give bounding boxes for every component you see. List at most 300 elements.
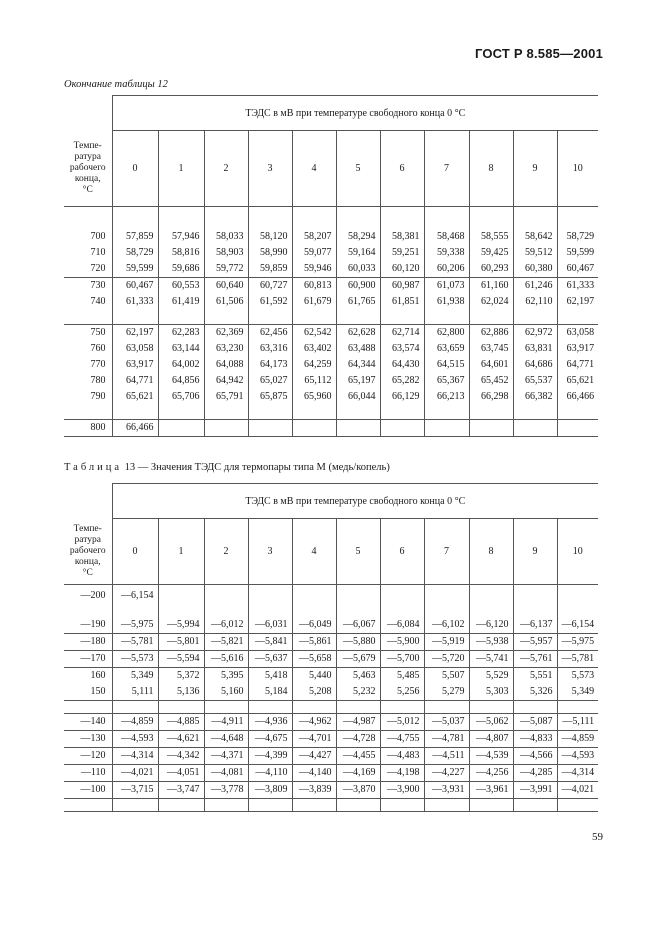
value-cell: —3,809	[248, 782, 292, 799]
value-cell: 64,430	[380, 357, 424, 373]
value-cell: —5,594	[158, 651, 204, 668]
value-cell: 62,369	[204, 325, 248, 342]
value-cell	[469, 585, 513, 608]
value-cell: 63,144	[158, 341, 204, 357]
table-row	[64, 634, 598, 651]
spacer-cell	[112, 207, 158, 230]
value-cell: 58,381	[380, 229, 424, 245]
value-cell: —4,911	[204, 714, 248, 731]
value-cell: 60,727	[248, 278, 292, 295]
value-cell: 5,279	[424, 684, 469, 701]
value-cell: —3,715	[112, 782, 158, 799]
table13-row-header: Темпе- ратура рабочего конца, °С	[64, 519, 112, 585]
value-cell: —4,140	[292, 765, 336, 782]
table-row	[64, 325, 598, 342]
spacer-cell	[158, 607, 204, 617]
value-cell: 64,771	[557, 357, 598, 373]
spacer-cell	[64, 405, 112, 420]
value-cell: 59,859	[248, 261, 292, 278]
temperature-cell: 730	[64, 278, 112, 295]
spacer-cell	[557, 701, 598, 714]
value-cell	[158, 420, 204, 437]
value-cell: 58,555	[469, 229, 513, 245]
temperature-cell: —140	[64, 714, 112, 731]
spacer-cell	[204, 607, 248, 617]
value-cell: —3,961	[469, 782, 513, 799]
value-cell: 63,058	[112, 341, 158, 357]
value-cell: 65,706	[158, 389, 204, 405]
spacer-cell	[112, 607, 158, 617]
value-cell: 58,729	[557, 229, 598, 245]
value-cell: 60,813	[292, 278, 336, 295]
value-cell: 59,425	[469, 245, 513, 261]
value-cell: 5,551	[513, 668, 557, 685]
value-cell: 63,316	[248, 341, 292, 357]
temperature-cell: 150	[90, 686, 106, 697]
value-cell: 65,452	[469, 373, 513, 389]
value-cell: —3,870	[336, 782, 380, 799]
value-cell: —5,679	[336, 651, 380, 668]
table12-col-6: 6	[380, 131, 424, 207]
table-row	[64, 617, 598, 634]
value-cell: 65,367	[424, 373, 469, 389]
table-row	[64, 373, 598, 389]
temperature-cell: 750	[64, 325, 112, 342]
value-cell	[204, 420, 248, 437]
value-cell: —4,781	[424, 731, 469, 748]
value-cell: 5,395	[204, 668, 248, 685]
spacer-cell	[424, 207, 469, 230]
value-cell: —4,314	[112, 748, 158, 765]
spacer-cell	[248, 701, 292, 714]
value-cell: —4,399	[248, 748, 292, 765]
value-cell: —5,658	[292, 651, 336, 668]
value-cell: 62,714	[380, 325, 424, 342]
spacer-cell	[64, 607, 112, 617]
value-cell: 66,129	[380, 389, 424, 405]
spacer-cell	[204, 701, 248, 714]
value-cell: 5,160	[204, 684, 248, 701]
value-cell: 57,946	[158, 229, 204, 245]
value-cell: —5,700	[380, 651, 424, 668]
spacer-cell	[292, 799, 336, 812]
value-cell: —3,778	[204, 782, 248, 799]
value-cell: 61,073	[424, 278, 469, 295]
value-cell: 63,917	[557, 341, 598, 357]
table-row	[64, 357, 598, 373]
value-cell: —5,957	[513, 634, 557, 651]
temperature-cell: —170	[64, 651, 112, 668]
spacer-cell	[64, 799, 112, 812]
value-cell: 59,946	[292, 261, 336, 278]
table13-col-5: 5	[336, 519, 380, 585]
table12-col-8: 8	[469, 131, 513, 207]
spacer-cell	[112, 799, 158, 812]
table13-col-0: 0	[112, 519, 158, 585]
temperature-cell: 160	[64, 668, 112, 685]
table13	[64, 483, 598, 812]
value-cell: —6,120	[469, 617, 513, 634]
temperature-cell: 710	[90, 247, 106, 258]
spacer-cell	[424, 701, 469, 714]
spacer-row	[64, 607, 598, 617]
value-cell: 59,164	[336, 245, 380, 261]
table-row	[64, 668, 598, 685]
table12-col-9: 9	[513, 131, 557, 207]
page-number: 59	[592, 831, 603, 843]
spacer-cell	[248, 310, 292, 325]
value-cell: —3,931	[424, 782, 469, 799]
table12-col-1: 1	[158, 131, 204, 207]
table-row	[64, 731, 598, 748]
value-cell: 60,553	[158, 278, 204, 295]
temperature-cell: —120	[64, 748, 112, 765]
value-cell: —5,781	[557, 651, 598, 668]
value-cell: 60,467	[112, 278, 158, 295]
table12-col-10: 10	[557, 131, 598, 207]
table13-col-1: 1	[158, 519, 204, 585]
value-cell: 5,184	[248, 684, 292, 701]
spacer-cell	[424, 607, 469, 617]
value-cell: 62,542	[292, 325, 336, 342]
temperature-cell: 760	[90, 343, 106, 354]
value-cell: 61,679	[292, 294, 336, 310]
value-cell: 62,110	[513, 294, 557, 310]
value-cell: 64,344	[336, 357, 380, 373]
value-cell: 61,333	[557, 278, 598, 295]
value-cell: 62,197	[112, 325, 158, 342]
spacer-cell	[292, 405, 336, 420]
table13-col-9: 9	[513, 519, 557, 585]
spacer-cell	[380, 310, 424, 325]
value-cell: 63,831	[513, 341, 557, 357]
spacer-cell	[158, 405, 204, 420]
spacer-cell	[557, 207, 598, 230]
value-cell: —3,747	[158, 782, 204, 799]
spacer-cell	[513, 799, 557, 812]
spacer-cell	[513, 607, 557, 617]
value-cell: 5,349	[557, 684, 598, 701]
value-cell: 59,512	[513, 245, 557, 261]
table-row	[64, 585, 598, 608]
value-cell: —4,342	[158, 748, 204, 765]
value-cell: —5,841	[248, 634, 292, 651]
spacer-cell	[513, 405, 557, 420]
spacer-cell	[204, 405, 248, 420]
table-row	[64, 278, 598, 295]
value-cell: 60,900	[336, 278, 380, 295]
value-cell: 5,418	[248, 668, 292, 685]
spacer-cell	[557, 799, 598, 812]
table13-col-8: 8	[469, 519, 513, 585]
spacer-cell	[336, 207, 380, 230]
value-cell: —5,637	[248, 651, 292, 668]
table13-col-2: 2	[204, 519, 248, 585]
value-cell: —6,102	[424, 617, 469, 634]
spacer-cell	[513, 701, 557, 714]
value-cell: 58,033	[204, 229, 248, 245]
value-cell: 59,599	[557, 245, 598, 261]
table-row	[64, 684, 598, 701]
spacer-cell	[380, 701, 424, 714]
value-cell: —4,021	[112, 765, 158, 782]
value-cell: 61,419	[158, 294, 204, 310]
temperature-cell: —110	[64, 765, 112, 782]
value-cell: —4,285	[513, 765, 557, 782]
spacer-cell	[158, 207, 204, 230]
spacer-cell	[292, 207, 336, 230]
value-cell: 60,033	[336, 261, 380, 278]
value-cell: 63,402	[292, 341, 336, 357]
spacer-cell	[292, 607, 336, 617]
value-cell: —4,987	[336, 714, 380, 731]
value-cell: —5,761	[513, 651, 557, 668]
spacer-cell	[469, 207, 513, 230]
value-cell: 61,333	[112, 294, 158, 310]
value-cell: —5,821	[204, 634, 248, 651]
table-row	[64, 341, 598, 357]
value-cell	[557, 585, 598, 608]
spacer-cell	[248, 799, 292, 812]
spacer-cell	[469, 799, 513, 812]
value-cell: 64,002	[158, 357, 204, 373]
table12-body	[64, 96, 598, 437]
value-cell: —5,975	[112, 617, 158, 634]
value-cell: —4,051	[158, 765, 204, 782]
spacer-cell	[336, 701, 380, 714]
value-cell: 5,485	[380, 668, 424, 685]
value-cell: 64,601	[469, 357, 513, 373]
value-cell: —5,111	[557, 714, 598, 731]
value-cell: —4,593	[557, 748, 598, 765]
value-cell: 5,372	[158, 668, 204, 685]
value-cell: —4,314	[557, 765, 598, 782]
spacer-cell	[336, 799, 380, 812]
value-cell: —4,256	[469, 765, 513, 782]
value-cell: 64,173	[248, 357, 292, 373]
value-cell: 64,771	[112, 373, 158, 389]
value-cell: 59,686	[158, 261, 204, 278]
table13-caption: Таблица 13 — Значения ТЭДС для термопары типа М (медь/копель)	[64, 462, 390, 473]
table12-col-7: 7	[424, 131, 469, 207]
value-cell: —4,227	[424, 765, 469, 782]
spacer-cell	[248, 405, 292, 420]
value-cell: 61,160	[469, 278, 513, 295]
table-row	[64, 229, 598, 245]
value-cell: 66,382	[513, 389, 557, 405]
table-row	[64, 748, 598, 765]
value-cell: 64,686	[513, 357, 557, 373]
value-cell: —6,012	[204, 617, 248, 634]
value-cell: 63,917	[112, 357, 158, 373]
value-cell: 62,628	[336, 325, 380, 342]
value-cell	[513, 585, 557, 608]
table-row	[64, 389, 598, 405]
value-cell: —4,455	[336, 748, 380, 765]
table12-caption: Окончание таблицы 12	[64, 79, 168, 90]
value-cell: 62,024	[469, 294, 513, 310]
spacer-cell	[112, 701, 158, 714]
value-cell: —4,427	[292, 748, 336, 765]
spacer-cell	[380, 207, 424, 230]
value-cell: —4,807	[469, 731, 513, 748]
value-cell: 60,206	[424, 261, 469, 278]
value-cell	[248, 420, 292, 437]
value-cell: 62,800	[424, 325, 469, 342]
table-row	[64, 651, 598, 668]
table13-col-4: 4	[292, 519, 336, 585]
value-cell: 61,938	[424, 294, 469, 310]
value-cell: —5,741	[469, 651, 513, 668]
value-cell: 63,574	[380, 341, 424, 357]
value-cell: —4,755	[380, 731, 424, 748]
value-cell: 66,044	[336, 389, 380, 405]
temperature-cell: —100	[64, 782, 112, 799]
spacer-cell	[204, 207, 248, 230]
temperature-cell: —200	[80, 590, 106, 601]
value-cell: —4,483	[380, 748, 424, 765]
value-cell: 5,529	[469, 668, 513, 685]
value-cell: —5,012	[380, 714, 424, 731]
value-cell: —5,616	[204, 651, 248, 668]
table-row	[64, 714, 598, 731]
value-cell: —4,169	[336, 765, 380, 782]
value-cell: —6,067	[336, 617, 380, 634]
value-cell: —5,994	[158, 617, 204, 634]
value-cell: 66,466	[557, 389, 598, 405]
spacer-cell	[557, 405, 598, 420]
spacer-cell	[469, 607, 513, 617]
value-cell: 5,440	[292, 668, 336, 685]
value-cell: 63,659	[424, 341, 469, 357]
spacer-cell	[112, 405, 158, 420]
value-cell: —4,859	[112, 714, 158, 731]
spacer-cell	[380, 799, 424, 812]
value-cell: 58,468	[424, 229, 469, 245]
temperature-cell: 740	[90, 296, 106, 307]
value-cell: —6,154	[112, 585, 158, 608]
value-cell: 60,467	[557, 261, 598, 278]
spacer-cell	[158, 799, 204, 812]
value-cell: —5,062	[469, 714, 513, 731]
temperature-cell: 720	[90, 263, 106, 274]
table12-col-3: 3	[248, 131, 292, 207]
value-cell: 65,621	[112, 389, 158, 405]
spacer-cell	[292, 701, 336, 714]
value-cell: —4,371	[204, 748, 248, 765]
table-row	[64, 765, 598, 782]
value-cell: 65,112	[292, 373, 336, 389]
table12-col-5: 5	[336, 131, 380, 207]
value-cell: 62,972	[513, 325, 557, 342]
table13-body	[64, 484, 598, 812]
value-cell: 62,886	[469, 325, 513, 342]
value-cell	[336, 585, 380, 608]
temperature-cell: —180	[64, 634, 112, 651]
spacer-cell	[204, 799, 248, 812]
spacer-cell	[64, 310, 112, 325]
value-cell: —4,539	[469, 748, 513, 765]
table13-col-6: 6	[380, 519, 424, 585]
value-cell	[380, 585, 424, 608]
spacer-cell	[292, 310, 336, 325]
value-cell: 61,765	[336, 294, 380, 310]
spacer-cell	[557, 607, 598, 617]
value-cell: 5,463	[336, 668, 380, 685]
value-cell: —6,137	[513, 617, 557, 634]
table12-col-0: 0	[112, 131, 158, 207]
spacer-cell	[248, 607, 292, 617]
value-cell: —4,885	[158, 714, 204, 731]
value-cell: 5,326	[513, 684, 557, 701]
value-cell: 59,251	[380, 245, 424, 261]
value-cell: —5,087	[513, 714, 557, 731]
value-cell: —5,801	[158, 634, 204, 651]
value-cell: 5,111	[112, 684, 158, 701]
spacer-cell	[469, 310, 513, 325]
table12-row-header: Темпе- ратура рабочего конца, °С	[64, 131, 112, 207]
value-cell: 59,599	[112, 261, 158, 278]
value-cell: —4,593	[112, 731, 158, 748]
value-cell: 58,903	[204, 245, 248, 261]
value-cell: 61,246	[513, 278, 557, 295]
value-cell: 58,642	[513, 229, 557, 245]
value-cell: —4,198	[380, 765, 424, 782]
value-cell	[248, 585, 292, 608]
spacer-cell	[158, 701, 204, 714]
value-cell: —4,110	[248, 765, 292, 782]
value-cell	[469, 420, 513, 437]
value-cell: —4,859	[557, 731, 598, 748]
table13-col-7: 7	[424, 519, 469, 585]
temperature-cell: —130	[64, 731, 112, 748]
value-cell: 5,573	[557, 668, 598, 685]
spacer-cell	[336, 405, 380, 420]
value-cell: 5,256	[380, 684, 424, 701]
value-cell: —5,938	[469, 634, 513, 651]
value-cell: —5,919	[424, 634, 469, 651]
value-cell: 65,791	[204, 389, 248, 405]
value-cell: 5,349	[112, 668, 158, 685]
value-cell: 64,088	[204, 357, 248, 373]
value-cell: 64,856	[158, 373, 204, 389]
value-cell	[557, 420, 598, 437]
table13-col-10: 10	[557, 519, 598, 585]
spacer-row	[64, 701, 598, 714]
table12-col-4: 4	[292, 131, 336, 207]
value-cell: —6,049	[292, 617, 336, 634]
value-cell: 59,772	[204, 261, 248, 278]
value-cell: 63,230	[204, 341, 248, 357]
value-cell: 63,745	[469, 341, 513, 357]
spacer-cell	[513, 207, 557, 230]
value-cell: 65,875	[248, 389, 292, 405]
value-cell: 5,136	[158, 684, 204, 701]
value-cell: 66,466	[112, 420, 158, 437]
spacer-row	[64, 405, 598, 420]
value-cell: 61,506	[204, 294, 248, 310]
value-cell: 58,120	[248, 229, 292, 245]
spacer-row	[64, 207, 598, 230]
value-cell: —5,900	[380, 634, 424, 651]
value-cell: 5,507	[424, 668, 469, 685]
value-cell: 65,282	[380, 373, 424, 389]
value-cell: —5,781	[112, 634, 158, 651]
spacer-row	[64, 310, 598, 325]
value-cell: —5,573	[112, 651, 158, 668]
value-cell: —4,081	[204, 765, 248, 782]
value-cell: —3,991	[513, 782, 557, 799]
